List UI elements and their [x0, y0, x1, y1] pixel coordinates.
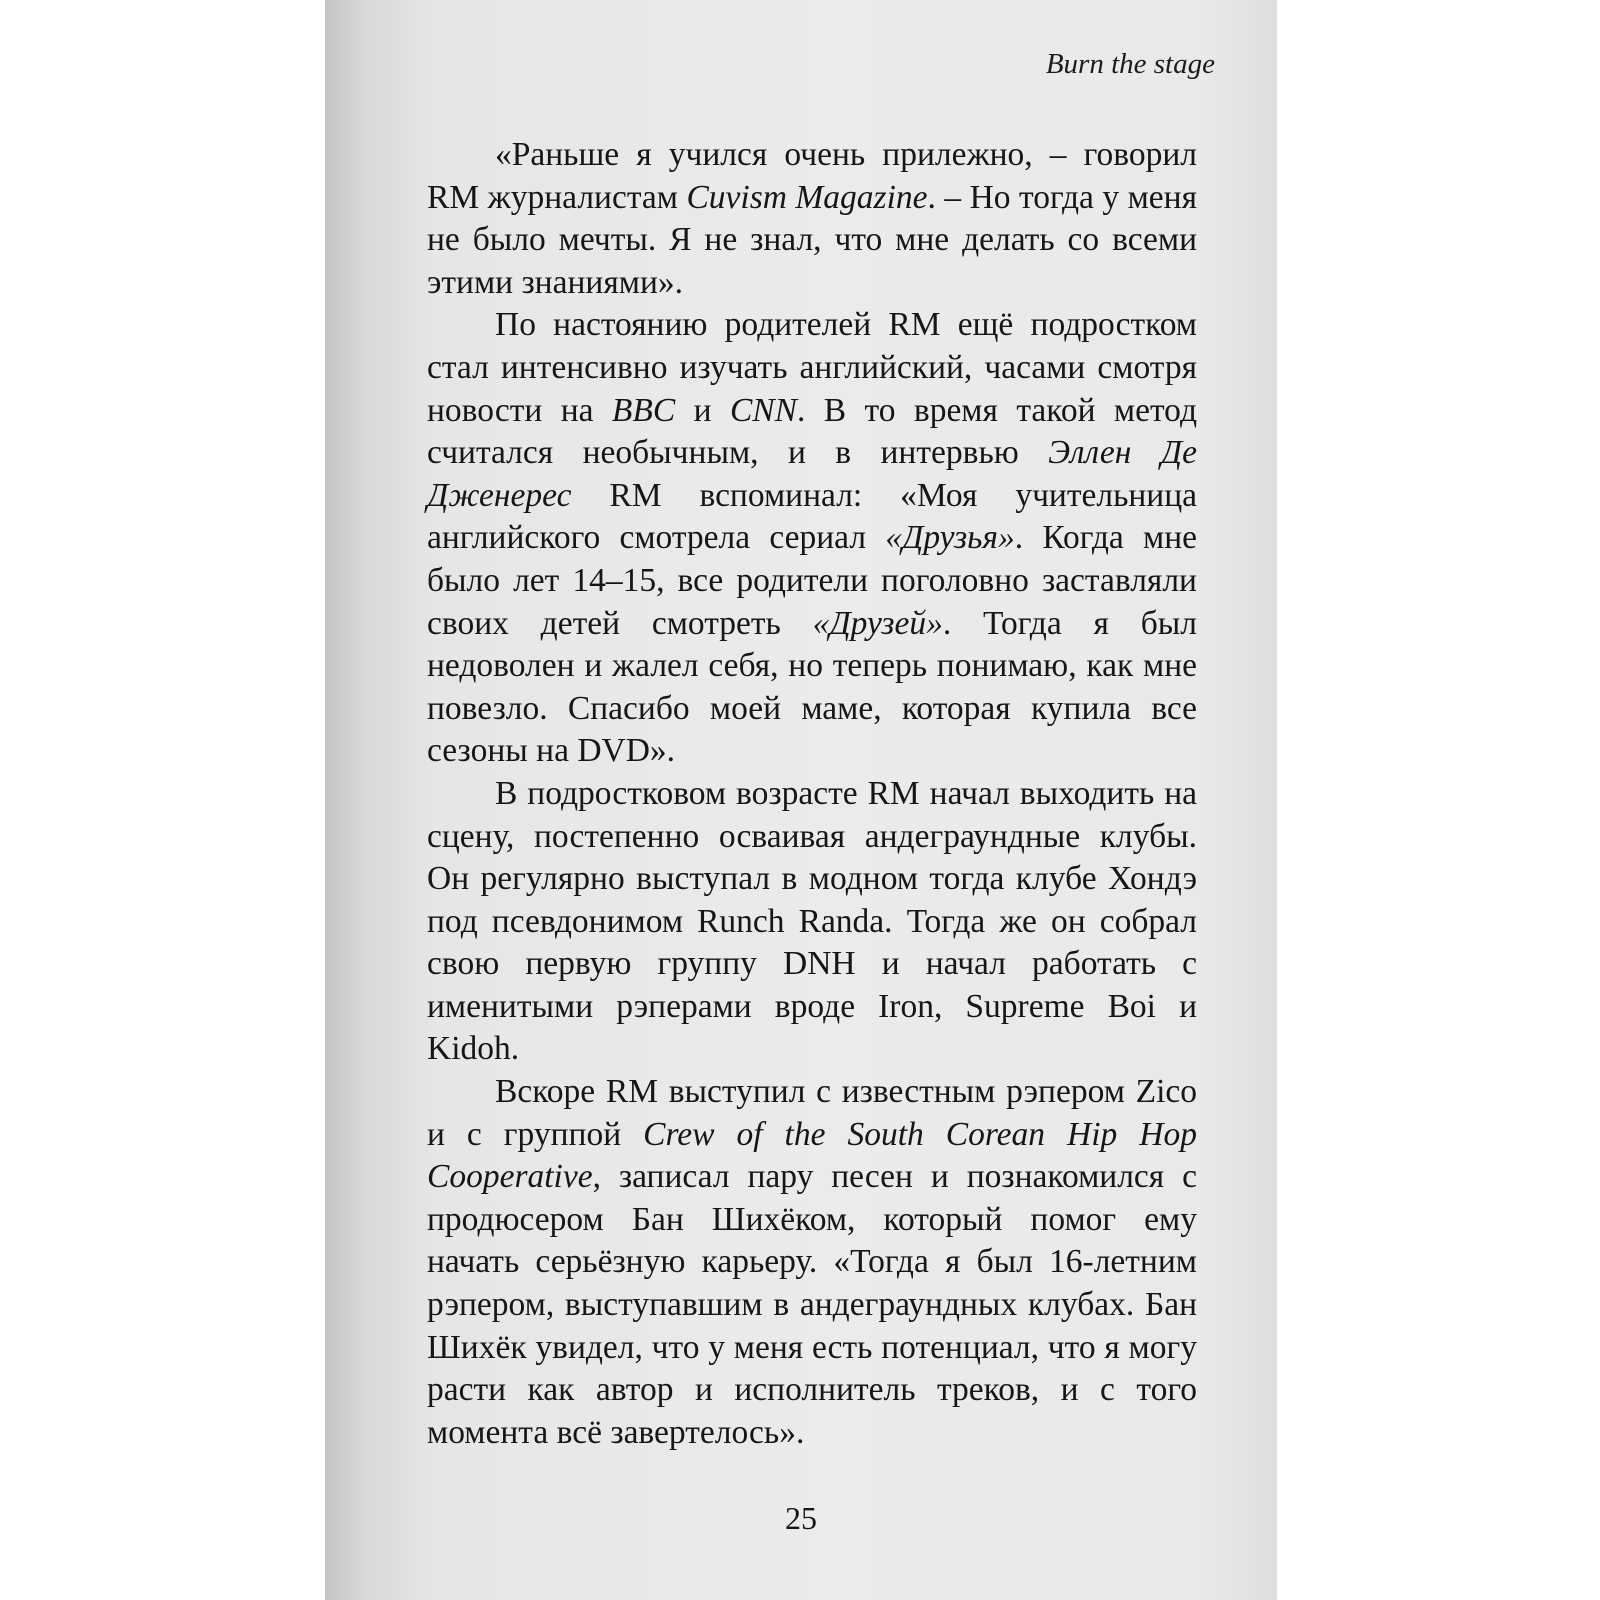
running-head: Burn the stage [1045, 48, 1215, 80]
paragraph-3: В подростковом возрасте RM начал выходить на сцену, постепенно осваивая андеграундные клубы. Он регулярно выступал в модном тогда клубе Хондэ под псевдонимом Runch Randa. Тогда же он собрал свою первую группу DNH и начал работать с именитыми рэперами вроде Iron, Supreme Boi и Kidoh. [427, 774, 1197, 1068]
paragraph-4: Вскоре RM выступил с известным рэпером Zico и с группой Crew of the South Corean Hip Hop Cooperative, записал пару песен и познакомился с продюсером Бан Шихёком, который помог ему начать серьёзную карьеру. «Тогда я был 16-летним рэпером, выступавшим в андеграундных клубах. Бан Шихёк увидел, что у меня есть потенциал, что я могу расти как автор и исполнитель треков, и с того момента всё завертелось». [427, 1073, 1197, 1451]
paragraph-1: «Раньше я учился очень прилежно, – говорил RM журналистам Cuvism Magazine. – Но тогда у меня не было мечты. Я не знал, что мне делать со всеми этими знаниями». [427, 136, 1198, 301]
paragraph-2: По настоянию родителей RM ещё подростком стал интенсивно изучать английский, часами смотря новости на BBC и CNN. В то время такой метод считался необычным, и в интервью Эллен Де Дженерес RM вспоминал: «Моя учительница английского смотрела сериал «Друзья». Когда мне было лет 14–15, все родители поголовно заставляли своих детей смотреть «Друзей». Тогда я был недоволен и жалел себя, но теперь понимаю, как мне повезло. Спасибо моей маме, которая купила все сезоны на DVD». [427, 306, 1197, 770]
body-text [427, 134, 1197, 1454]
book-page [325, 0, 1277, 1600]
page-number: 25 [785, 1500, 817, 1536]
